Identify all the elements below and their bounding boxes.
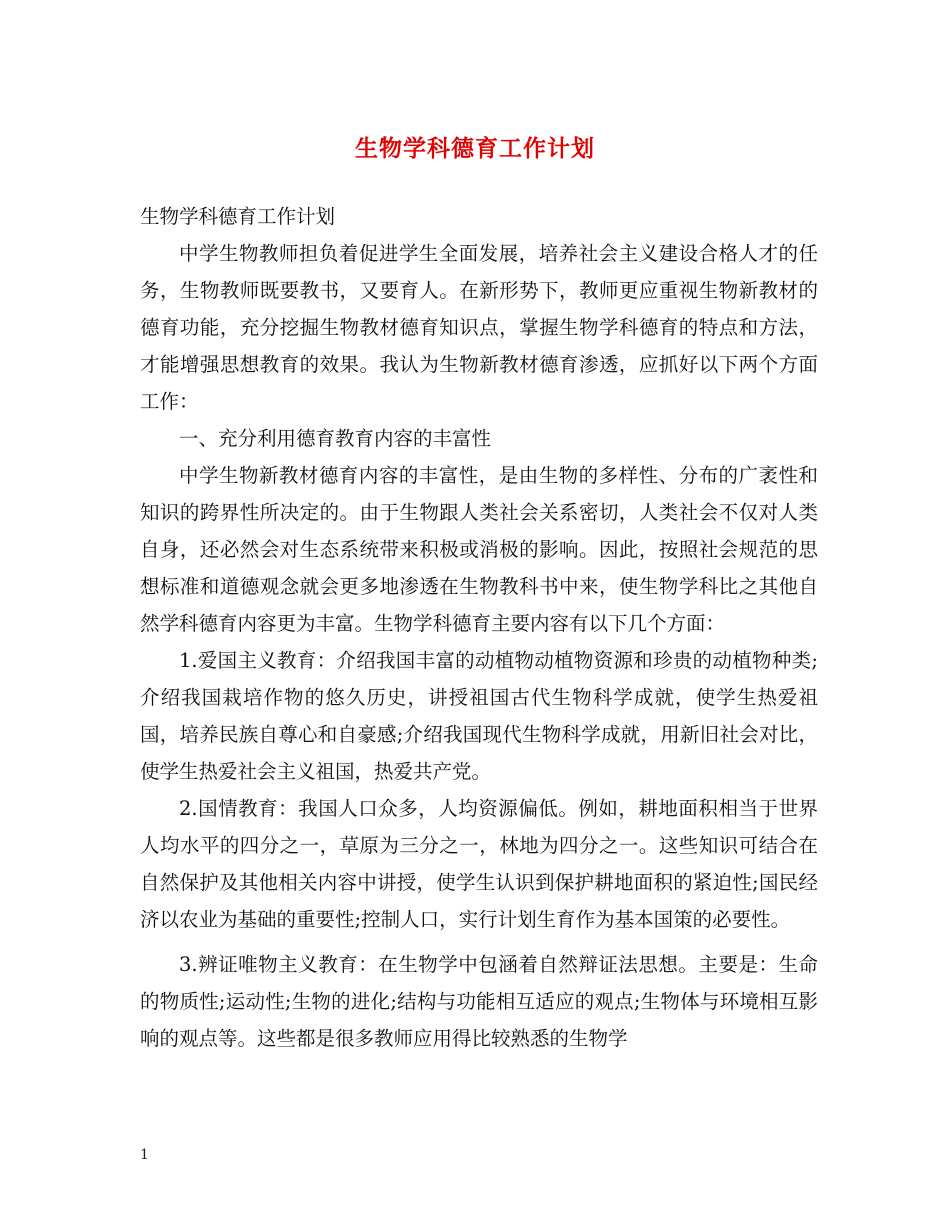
document-title: 生物学科德育工作计划 — [355, 135, 595, 162]
paragraph-dialectical-materialism: 3.辨证唯物主义教育：在生物学中包涵着自然辩证法思想。主要是：生命的物质性;运动性;生物的进化;结构与功能相互适应的观点;生物体与环境相互影响的观点等。这些都是很多教师应用得比较熟悉的生物学 — [140, 953, 818, 1050]
paragraph-national-conditions: 2.国情教育：我国人口众多，人均资源偏低。例如，耕地面积相当于世界人均水平的四分之一，草原为三分之一，林地为四分之一。这些知识可结合在自然保护及其他相关内容中讲授，使学生认识到保护耕地面积的紧迫性;国民经济以农业为基础的重要性;控制人口，实行计划生育作为基本国策的必要性。 — [140, 797, 818, 931]
section-heading-1: 一、充分利用德育教育内容的丰富性 — [179, 427, 492, 450]
paragraph-patriotism: 1.爱国主义教育：介绍我国丰富的动植物动植物资源和珍贵的动植物种类;介绍我国栽培作物的悠久历史，讲授祖国古代生物科学成就，使学生热爱祖国，培养民族自尊心和自豪感;介绍我国现代生物科学成就，用新旧社会对比，使学生热爱社会主义祖国，热爱共产党。 — [140, 649, 818, 783]
document-body — [140, 198, 818, 1057]
paragraph-content-richness: 中学生物新教材德育内容的丰富性，是由生物的多样性、分布的广袤性和知识的跨界性所决定的。由于生物跟人类社会关系密切，人类社会不仅对人类自身，还必然会对生态系统带来积极或消极的影响。因此，按照社会规范的思想标准和道德观念就会更多地渗透在生物教科书中来，使生物学科比之其他自然学科德育内容更为丰富。生物学科德育主要内容有以下几个方面： — [140, 464, 818, 635]
page-number: 1 — [140, 1147, 149, 1163]
document-subtitle: 生物学科德育工作计划 — [140, 205, 336, 228]
paragraph-intro: 中学生物教师担负着促进学生全面发展，培养社会主义建设合格人才的任务，生物教师既要教书，又要育人。在新形势下，教师更应重视生物新教材的德育功能，充分挖掘生物教材德育知识点，掌握生物学科德育的特点和方法，才能增强思想教育的效果。我认为生物新教材德育渗透，应抓好以下两个方面工作： — [140, 242, 818, 413]
